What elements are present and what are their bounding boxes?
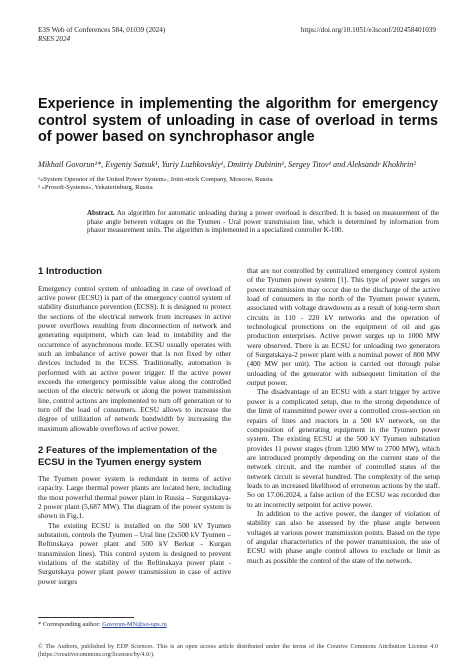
features-paragraph-1: The Tyumen power system is redundant in terms of active capacity. Large thermal power plants are located here, including the most powerful thermal power plant in Russia – Surgutskaya-2 power plant (5,687 MW). The diagram of the power system is shown in Fig.1. xyxy=(38,474,231,521)
intro-paragraph: Emergency control system of unloading in case of overload of active power (ECSU) is part of the emergency control system of stability disturbance prevention (ECSS). It is designed to protect the sections of the electrical network from increases in active power overflows resulting from disconnection of network and generating equipment, which can lead to instability and the occurrence of asynchronous mode. ECSU usually operates with such an imbalance of active power that is not fixed by other devices included in the ECSS. Traditionally, automation is performed with an active power trigger. If the active power exceeds the emergency permissible value along the controlled section of the electric network or along the power transmission line, control actions are implemented to turn off generation or to turn off the load of consumers. ECSU allows to increase the degree of utilization of network bandwidth by increasing the maximum allowable overflows of active power. xyxy=(38,283,231,433)
features-paragraph-2: The existing ECSU is installed on the 500 kV Tyumen substation, controls the Tyumen – Ural line (2x500 kV Tyumen – Reftinskaya power plant and 500 kV Berkut - Kurgan transmission lines). This control system is designed to prevent violations of the stability of the Reftinskaya power plant - Surgutskaya power plant power transmission in case of active power surges xyxy=(38,520,231,586)
right-column xyxy=(247,266,440,565)
right-paragraph-1: that are not controlled by centralized emergency control system of the Tyumen power system [1]. This type of power surges on power transmission may occur due to the discharge of the active load of consumers in the north of the Tyumen power system, associated with voltage drawdowns as a result of long-term short circuits in 110 - 220 kV networks and the operation of technological protections on the equipment of oil and gas production enterprises. Active power surges up to 1000 MW were observed. There is an ECSU for unloading two generators of Surgutskaya-2 power plant with a nominal power of 800 MW (400 MW per unit). The action is carried out through pulse unloading of the generator with subsequent limitation of the output power. xyxy=(247,266,440,388)
running-header-left xyxy=(38,26,165,44)
affiliation-2: ² «Prosoft-Systems», Yekaterinburg, Russia xyxy=(38,184,153,191)
corresponding-author-footnote xyxy=(38,621,438,629)
abstract xyxy=(87,209,439,235)
doi-link[interactable]: https://doi.org/10.1051/e3sconf/202458401039 xyxy=(300,26,436,34)
author-list: Mikhail Govorun¹*, Evgeniy Satsuk¹, Yuriy Luzhkovskiy¹, Dmitriy Dubinin¹, Sergey Titov¹ and Aleksandr Khokhrin² xyxy=(38,160,416,169)
footnote-divider xyxy=(38,617,134,618)
conference-name: RSES 2024 xyxy=(38,35,71,43)
paper-title: Experience in implementing the algorithm for emergency control system of unloading in case of overload in terms of power based on synchrophasor angle xyxy=(38,96,438,145)
footnote-label: * Corresponding author: xyxy=(38,621,103,628)
author-email-link[interactable]: Govorun-MN@so-ups.ru xyxy=(102,621,167,628)
section-heading-features: 2 Features of the implementation of the ECSU in the Tyumen energy system xyxy=(38,445,218,468)
section-heading-introduction: 1 Introduction xyxy=(38,266,102,277)
abstract-text: An algorithm for automatic unloading during a power overload is described. It is based on measurement of the phase angle between voltages on the Tyumen - Ural power transmission line, which is determined by information from phasor measurement units. The algorithm is implemented in a specialized controller K-100. xyxy=(87,209,439,235)
left-column xyxy=(38,266,231,586)
abstract-label: Abstract. xyxy=(87,209,115,217)
affiliations xyxy=(38,176,438,192)
right-paragraph-2: The disadvantage of an ECSU with a start trigger by active power is a complicated setup, due to the strong dependence of the limit of transmitted power over a controlled cross-section on repairs of lines and reactors in a 500 kV network, on the composition of generating equipment in the Tyumen power system. The existing ECSU at the 500 kV Tyumen substation provides 11 power stages (from 1200 MW to 2700 MW), which are introduced promptly depending on the current state of the network circuit, and the number of controlled states of the network circuit is several hundred. The complexity of the setup leads to an increased likelihood of erroneous actions by the staff. So on 17.06.2024, a false action of the ECSU was recorded due to an incorrectly setpoint for active power. xyxy=(247,387,440,509)
journal-reference: E3S Web of Conferences 584, 01039 (2024) xyxy=(38,26,166,34)
license-notice: © The Authors, published by EDP Sciences. This is an open access article distributed under the terms of the Creative Commons Attribution License 4.0 (https://creativecommons.org/licenses/by/4.0/). xyxy=(38,643,438,658)
affiliation-1: ¹«System Operator of the United Power System», Joint-stock Company, Moscow, Russia xyxy=(38,176,273,183)
right-paragraph-3: In addition to the active power, the danger of violation of stability can also be assessed by the phase angle between voltages at various power transmission points. Based on the type of angular characteristics of the power transmission, the use of ECSU with phase angle control allows to exclude or limit as much as possible the control of the state of the network. xyxy=(247,508,440,565)
